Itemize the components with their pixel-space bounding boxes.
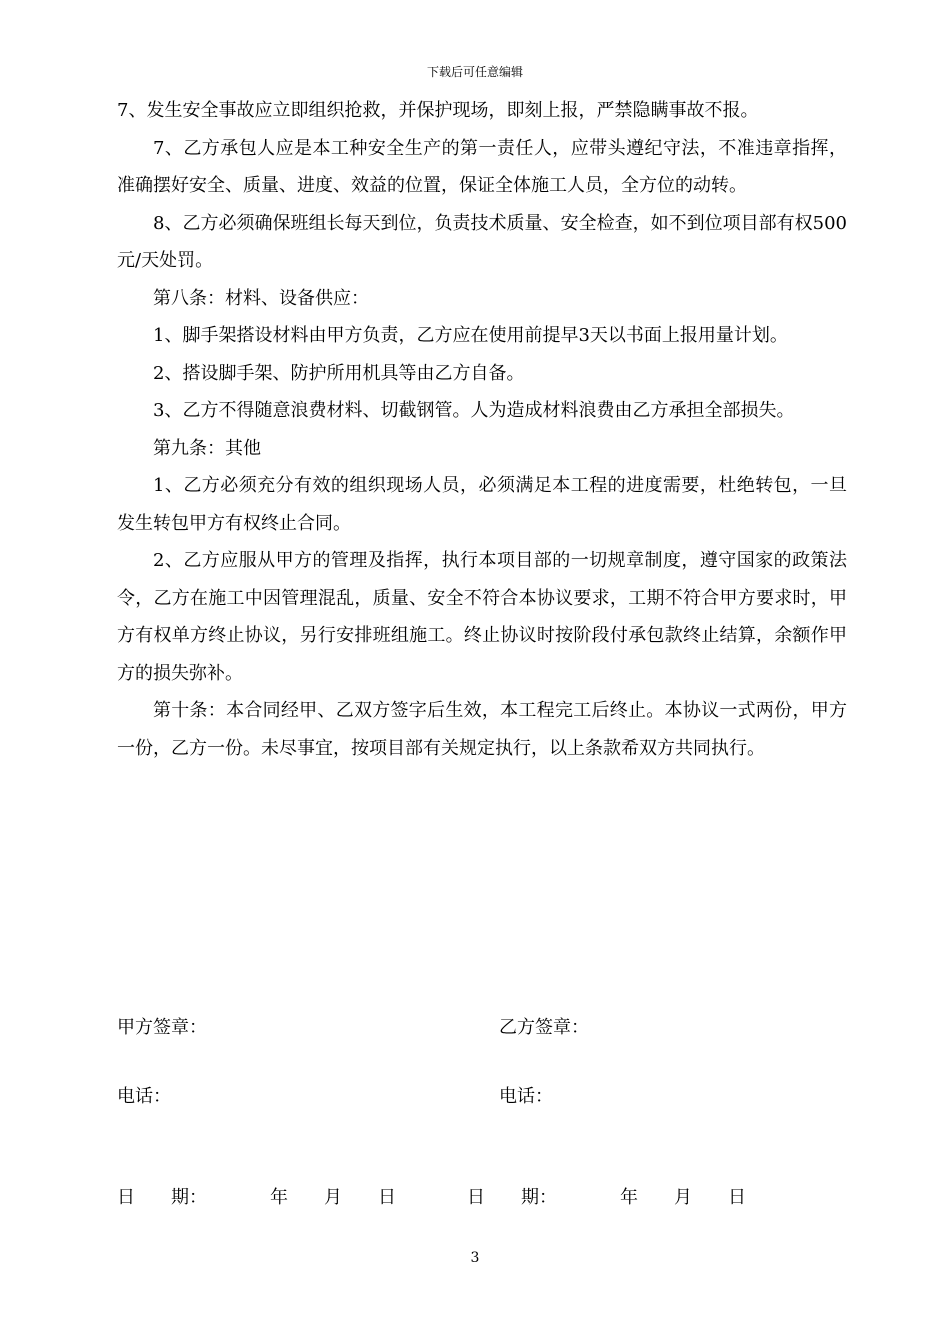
page-number: 3 [470,1250,480,1266]
paragraph: 2、搭设脚手架、防护所用机具等由乙方自备。 [153,362,525,384]
paragraph: 2、乙方应服从甲方的管理及指挥，执行本项目部的一切规章制度，遵守国家的政策法令，乙方在施工中因管理混乱，质量、安全不符合本协议要求，工期不符合甲方要求时，甲方有权单方终止协议，另行安排班组施工。终止协议时按阶段付承包款终止结算，余额作甲方的损失弥补。 [117,550,847,684]
contract-body [117,92,847,767]
party-a-phone-label: 电话： [117,1086,171,1107]
party-a-date-label: 日 期： 年 月 日 [117,1187,396,1208]
paragraph: 7、乙方承包人应是本工种安全生产的第一责任人，应带头遵纪守法，不准违章指挥，准确摆好安全、质量、进度、效益的位置，保证全体施工人员，全方位的动转。 [117,137,847,196]
party-b-phone-label: 电话： [499,1086,553,1107]
party-a-seal-label: 甲方签章： [117,1017,207,1038]
paragraph: 1、乙方必须充分有效的组织现场人员，必须满足本工程的进度需要，杜绝转包，一旦发生转包甲方有权终止合同。 [117,475,847,534]
section-heading: 第九条：其他 [153,437,261,459]
paragraph: 8、乙方必须确保班组长每天到位，负责技术质量、安全检查，如不到位项目部有权500元/天处罚。 [117,212,847,271]
party-b-date-label: 日 期： 年 月 日 [467,1187,746,1208]
paragraph: 第十条：本合同经甲、乙双方签字后生效，本工程完工后终止。本协议一式两份，甲方一份，乙方一份。未尽事宜，按项目部有关规定执行，以上条款希双方共同执行。 [117,700,847,759]
header-note: 下载后可任意编辑 [426,65,523,79]
party-b-seal-label: 乙方签章： [499,1017,589,1038]
paragraph: 1、脚手架搭设材料由甲方负责，乙方应在使用前提早3天以书面上报用量计划。 [153,325,788,346]
paragraph: 7、发生安全事故应立即组织抢救，并保护现场，即刻上报，严禁隐瞒事故不报。 [117,100,759,121]
section-heading: 第八条：材料、设备供应： [153,287,369,309]
paragraph: 3、乙方不得随意浪费材料、切截钢管。人为造成材料浪费由乙方承担全部损失。 [153,400,795,421]
